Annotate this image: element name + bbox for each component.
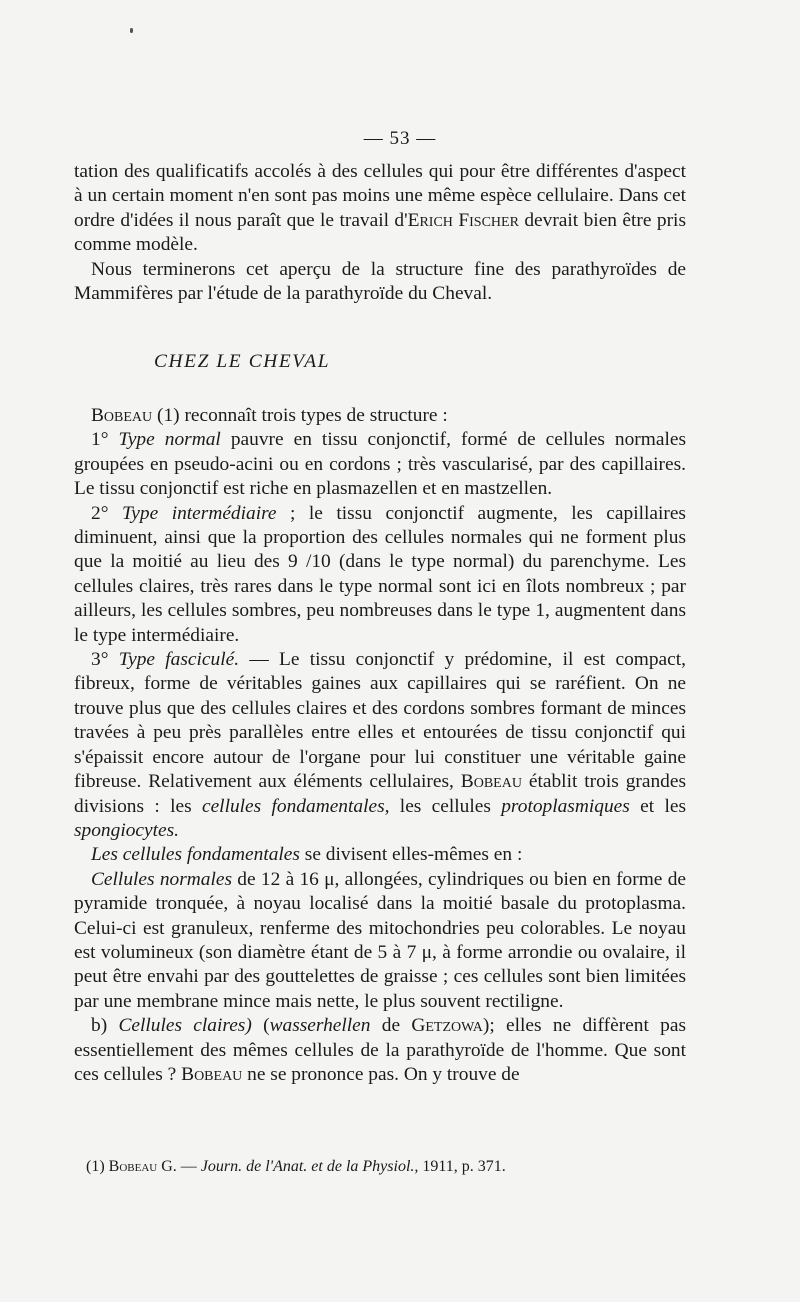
- page-number: — 53 —: [363, 128, 437, 149]
- footnote-marker: (1): [86, 1158, 109, 1175]
- ink-speck: [130, 28, 133, 33]
- clear-cells-de: de: [370, 1015, 412, 1037]
- author-name-fischer: Erich Fischer: [407, 209, 519, 231]
- author-name-bobeau-3: Bobeau: [181, 1063, 243, 1085]
- type-3-text-c: les cellules: [389, 795, 502, 817]
- body-intro-text: (1) reconnaît trois types de structure :: [152, 405, 448, 426]
- subdivision-title: Les cellules fondamentales: [91, 844, 300, 866]
- intro-text-end: devrait bien être pris comme modèle.: [74, 209, 686, 256]
- body-intro-paragraph: [74, 404, 686, 428]
- type-2-number: 2°: [91, 502, 122, 524]
- type-3-text-b: établit trois grandes divisions : les: [74, 771, 686, 817]
- clear-cells-label: b): [91, 1015, 119, 1037]
- normal-cells-paragraph: [74, 868, 686, 1014]
- clear-cells-term: wasserhellen: [269, 1015, 371, 1037]
- footnote-reference: 1911, p. 371.: [418, 1158, 506, 1175]
- body-section: [74, 404, 686, 1087]
- clear-cells-text-b: ne se prononce pas. On y trouve de: [242, 1063, 520, 1085]
- type-3-text-a: — Le tissu conjonctif y prédomine, il est compact, fibreux, forme de véritables gaines aux capillaires qui se raréfient. On ne trouve plus que des cellules claires et des cordons sombres formant de minces travées à peu près parallèles entre elles et entourées de tissu conjonctif qui s'épaissit encore autour de l'organe pour lui constituer une véritable gaine fibreuse. Relativement aux éléments cellulaires,: [74, 649, 686, 793]
- type-1-text: pauvre en tissu conjonctif, formé de cellules normales groupées en pseudo-acini ou en cordons ; très vascularisé, par des capillaires. Le tissu conjonctif est riche en plasmazellen et en mastzellen.: [74, 429, 686, 500]
- footnote-dash: —: [176, 1158, 201, 1175]
- subdivision-paragraph: [74, 843, 686, 867]
- normal-cells-text: de 12 à 16 μ, allongées, cylindriques ou bien en forme de pyramide tronquée, à noyau localisé dans la moitié basale du protoplasma. Celui-ci est granuleux, renferme des mitochondries peu colorables. Le noyau est volumineux (son diamètre étant de 5 à 7 μ, à forme arrondie ou ovalaire, il peut être envahi par des gouttelettes de graisse ; ces cellules sont bien limitées par une membrane mince mais nette, le plus souvent rectiligne.: [74, 868, 686, 1012]
- author-name-bobeau-2: Bobeau: [460, 771, 522, 793]
- clear-cells-text-a: ); elles ne diffèrent pas essentiellement des mêmes cellules de la parathyroïde de l'homme. Que sont ces cellules ?: [74, 1015, 686, 1085]
- subdivision-text: se divisent elles-mêmes en :: [299, 844, 523, 866]
- intro-section: [74, 160, 686, 306]
- footnote: [86, 1157, 686, 1177]
- clear-cells-paren: (: [251, 1015, 270, 1037]
- type-3-text-d: et les: [629, 795, 686, 817]
- type-2-text: ; le tissu conjonctif augmente, les capillaires diminuent, ainsi que la proportion des cellules normales qui ne forment plus que la moitié au lieu des 9 /10 (dans le type normal) du parenchyme. Les cellules claires, très rares dans le type normal sont ici en îlots nombreux ; par ailleurs, les cellules sombres, peu nombreuses dans le type 1, augmentent dans le type intermédiaire.: [74, 502, 686, 646]
- type-2-paragraph: [74, 502, 686, 648]
- intro-paragraph-2: Nous terminerons cet aperçu de la structure fine des parathyroïdes de Mammifères par l'étude de la parathyroïde du Cheval.: [74, 258, 686, 305]
- type-3-paragraph: [74, 648, 686, 843]
- author-name-getzowa: Getzowa: [411, 1015, 483, 1037]
- type-3-title: Type fasciculé.: [118, 649, 240, 671]
- category-fondamentales: cellules fondamentales,: [201, 795, 390, 817]
- category-protoplasmiques: protoplasmiques: [501, 795, 630, 817]
- section-heading: CHEZ LE CHEVAL: [154, 351, 331, 372]
- author-name-bobeau: Bobeau: [91, 405, 153, 426]
- type-1-paragraph: [74, 428, 686, 501]
- intro-text-start: tation des qualificatifs accolés à des cellules qui pour être différentes d'aspect à un certain moment n'en sont pas moins une même espèce cellulaire. Dans cet ordre d'idées il nous paraît que le travail d': [74, 161, 686, 231]
- footnote-journal: Journ. de l'Anat. et de la Physiol.,: [200, 1158, 419, 1175]
- intro-paragraph-1: [74, 160, 686, 258]
- category-spongiocytes: spongiocytes.: [74, 819, 180, 841]
- type-2-title: Type intermédiaire: [121, 502, 277, 524]
- type-1-number: 1°: [91, 429, 119, 451]
- footnote-author: Bobeau G.: [108, 1158, 177, 1175]
- clear-cells-title: Cellules claires): [118, 1015, 252, 1037]
- type-3-number: 3°: [91, 649, 119, 671]
- normal-cells-title: Cellules normales: [91, 868, 233, 890]
- clear-cells-paragraph: [74, 1014, 686, 1087]
- type-1-title: Type normal: [118, 429, 221, 451]
